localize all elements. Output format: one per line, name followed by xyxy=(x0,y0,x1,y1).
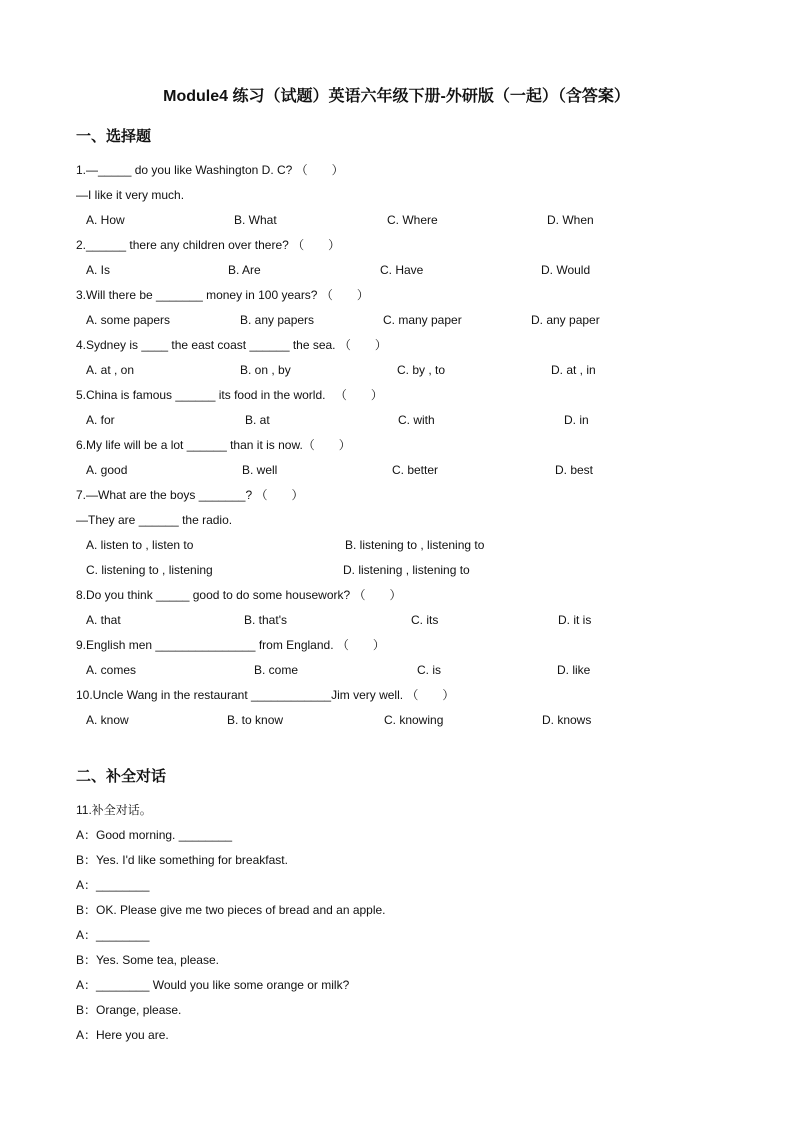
answer-option: D. Would xyxy=(541,263,591,277)
question-text: 4.Sydney is ____ the east coast ______ the sea. （ ） xyxy=(76,338,387,352)
answer-option: A. How xyxy=(86,213,125,227)
answer-option: C. many paper xyxy=(383,313,462,327)
dialogue-line: B：Orange, please. xyxy=(76,1003,182,1017)
question-text: 10.Uncle Wang in the restaurant ____________Jim very well. （ ） xyxy=(76,688,455,702)
answer-option: A. listen to , listen to xyxy=(86,538,194,552)
answer-option: A. good xyxy=(86,463,128,477)
answer-option: C. knowing xyxy=(384,713,444,727)
answer-option: D. it is xyxy=(558,613,592,627)
dialogue-line: A：Good morning. ________ xyxy=(76,828,233,842)
dialogue-line: B：OK. Please give me two pieces of bread and an apple. xyxy=(76,903,386,917)
answer-option: B. at xyxy=(245,413,270,427)
question-text: 7.—What are the boys _______? （ ） xyxy=(76,488,304,502)
answer-option: C. its xyxy=(411,613,439,627)
document-title: Module4 练习（试题）英语六年级下册-外研版（一起）（含答案） xyxy=(163,88,630,105)
answer-option: B. listening to , listening to xyxy=(345,538,485,552)
answer-option: D. any paper xyxy=(531,313,600,327)
dialogue-line: A：________ xyxy=(76,878,150,892)
section-heading-choice: 一、选择题 xyxy=(76,128,152,145)
answer-option: C. Where xyxy=(387,213,438,227)
answer-option: D. listening , listening to xyxy=(343,563,470,577)
answer-option: B. come xyxy=(254,663,299,677)
answer-option: D. best xyxy=(555,463,594,477)
answer-option: D. When xyxy=(547,213,594,227)
answer-option: C. Have xyxy=(380,263,424,277)
answer-option: A. Is xyxy=(86,263,111,277)
dialogue-line: A：________ Would you like some orange or milk? xyxy=(76,978,350,992)
answer-option: C. by , to xyxy=(397,363,446,377)
answer-option: A. at , on xyxy=(86,363,135,377)
answer-option: D. in xyxy=(564,413,589,427)
answer-option: A. comes xyxy=(86,663,137,677)
answer-option: C. better xyxy=(392,463,439,477)
answer-option: D. knows xyxy=(542,713,592,727)
answer-option: B. well xyxy=(242,463,278,477)
answer-option: C. listening to , listening xyxy=(86,563,213,577)
question-text: —I like it very much. xyxy=(76,188,185,202)
question-text: 3.Will there be _______ money in 100 years? （ ） xyxy=(76,288,369,302)
answer-option: C. is xyxy=(417,663,441,677)
question-text: 2.______ there any children over there? （ ） xyxy=(76,238,341,252)
dialogue-line: 11.补全对话。 xyxy=(76,803,152,817)
dialogue-line: A：________ xyxy=(76,928,150,942)
section-heading-dialogue: 二、补全对话 xyxy=(76,768,167,785)
question-text: 5.China is famous ______ its food in the world. （ ） xyxy=(76,388,383,402)
answer-option: D. at , in xyxy=(551,363,596,377)
dialogue-line: A：Here you are. xyxy=(76,1028,169,1042)
question-text: 6.My life will be a lot ______ than it is now.（ ） xyxy=(76,438,351,452)
answer-option: B. Are xyxy=(228,263,261,277)
question-text: —They are ______ the radio. xyxy=(76,513,233,527)
answer-option: A. know xyxy=(86,713,129,727)
answer-option: B. on , by xyxy=(240,363,291,377)
answer-option: A. some papers xyxy=(86,313,171,327)
answer-option: D. like xyxy=(557,663,591,677)
answer-option: C. with xyxy=(398,413,435,427)
dialogue-line: B：Yes. I'd like something for breakfast. xyxy=(76,853,288,867)
answer-option: B. any papers xyxy=(240,313,315,327)
answer-option: A. for xyxy=(86,413,115,427)
answer-option: A. that xyxy=(86,613,121,627)
question-text: 1.—_____ do you like Washington D. C? （ ） xyxy=(76,163,344,177)
dialogue-line: B：Yes. Some tea, please. xyxy=(76,953,219,967)
answer-option: B. What xyxy=(234,213,277,227)
answer-option: B. that's xyxy=(244,613,287,627)
question-text: 8.Do you think _____ good to do some housework? （ ） xyxy=(76,588,402,602)
question-text: 9.English men _______________ from England. （ ） xyxy=(76,638,385,652)
answer-option: B. to know xyxy=(227,713,284,727)
